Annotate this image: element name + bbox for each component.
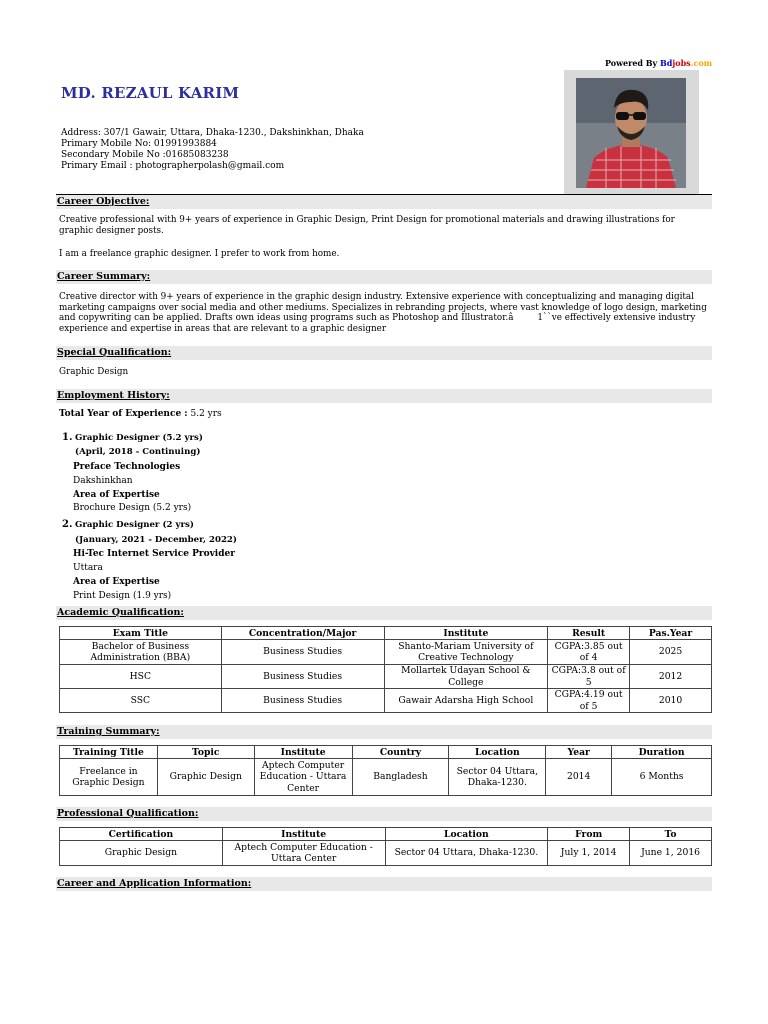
section-title: Career and Application Information: <box>57 878 252 889</box>
special-qualification-text: Graphic Design <box>59 367 129 377</box>
table-cell: 2014 <box>546 759 612 796</box>
table-cell: HSC <box>60 665 222 689</box>
section-employment-history <box>56 389 712 403</box>
job-title: Graphic Designer (5.2 yrs) <box>75 433 203 443</box>
training-table <box>59 745 712 796</box>
job-period: (January, 2021 - December, 2022) <box>75 535 237 545</box>
table-cell: Freelance in Graphic Design <box>60 759 158 796</box>
brand-bd: Bd <box>660 58 673 68</box>
job-period: (April, 2018 - Continuing) <box>75 447 201 457</box>
job-company: Preface Technologies <box>73 462 181 472</box>
table-cell: CGPA:3.85 out of 4 <box>548 640 630 665</box>
brand-com: .com <box>690 58 713 68</box>
column-header: Location <box>385 828 548 841</box>
section-title: Academic Qualification: <box>57 607 184 618</box>
table-header-row <box>60 627 712 640</box>
job-location: Uttara <box>73 563 103 573</box>
section-title: Professional Qualification: <box>57 808 199 819</box>
section-professional-qualification <box>56 807 712 821</box>
table-cell: 2025 <box>630 640 712 665</box>
table-cell: Shanto-Mariam University of Creative Technology <box>384 640 548 665</box>
table-cell: Bangladesh <box>352 759 449 796</box>
job-expertise: Print Design (1.9 yrs) <box>73 591 172 601</box>
table-cell: 6 Months <box>612 759 712 796</box>
job-title: Graphic Designer (2 yrs) <box>75 520 194 530</box>
table-cell: CGPA:3.8 out of 5 <box>548 665 630 689</box>
column-header: Result <box>548 627 630 640</box>
primary-mobile: Primary Mobile No: 01991993884 <box>61 139 217 149</box>
section-title: Career Summary: <box>57 271 151 282</box>
column-header: Certification <box>60 828 223 841</box>
column-header: From <box>548 828 630 841</box>
photo-frame <box>564 70 699 194</box>
table-cell: Graphic Design <box>60 841 223 866</box>
table-cell: July 1, 2014 <box>548 841 630 866</box>
secondary-mobile: Secondary Mobile No :01685083238 <box>61 150 229 160</box>
job-location: Dakshinkhan <box>73 476 133 486</box>
table-cell: Sector 04 Uttara, Dhaka-1230. <box>449 759 546 796</box>
section-academic-qualification <box>56 606 712 620</box>
brand-jobs: jobs <box>672 58 691 68</box>
column-header: Training Title <box>60 746 158 759</box>
table-cell: Bachelor of Business Administration (BBA) <box>60 640 222 665</box>
section-career-objective <box>56 195 712 209</box>
column-header: Location <box>449 746 546 759</box>
table-row <box>60 841 712 866</box>
academic-table <box>59 626 712 713</box>
column-header: Institute <box>384 627 548 640</box>
job-expertise: Brochure Design (5.2 yrs) <box>73 503 192 513</box>
total-experience-label: Total Year of Experience : <box>59 409 188 419</box>
address: Address: 307/1 Gawair, Uttara, Dhaka-1230., Dakshinkhan, Dhaka <box>61 128 364 138</box>
table-cell: Business Studies <box>221 665 384 689</box>
table-cell: 2010 <box>630 689 712 713</box>
job-expertise-label: Area of Expertise <box>73 490 160 500</box>
career-objective-text-1: Creative professional with 9+ years of experience in Graphic Design, Print Design for promotional materials and drawing illustrations for graphic designer posts. <box>59 215 675 236</box>
column-header: To <box>630 828 712 841</box>
total-experience-value: 5.2 yrs <box>187 409 222 419</box>
table-cell: Business Studies <box>221 640 384 665</box>
section-title: Special Qualification: <box>57 347 172 358</box>
career-objective-text-2: I am a freelance graphic designer. I prefer to work from home. <box>59 249 340 259</box>
profile-photo <box>576 78 686 188</box>
table-cell: Aptech Computer Education - Uttara Center <box>222 841 385 866</box>
section-title: Employment History: <box>57 390 170 401</box>
table-cell: June 1, 2016 <box>630 841 712 866</box>
section-title: Training Summary: <box>57 726 160 737</box>
professional-table <box>59 827 712 866</box>
table-cell: Mollartek Udayan School & College <box>384 665 548 689</box>
section-special-qualification <box>56 346 712 360</box>
powered-by-prefix: Powered By <box>605 58 660 68</box>
table-header-row <box>60 746 712 759</box>
column-header: Year <box>546 746 612 759</box>
section-title: Career Objective: <box>57 196 150 207</box>
job-company: Hi-Tec Internet Service Provider <box>73 549 235 559</box>
job-expertise-label: Area of Expertise <box>73 577 160 587</box>
table-cell: Gawair Adarsha High School <box>384 689 548 713</box>
table-row <box>60 665 712 689</box>
column-header: Country <box>352 746 449 759</box>
table-cell: Graphic Design <box>157 759 254 796</box>
column-header: Institute <box>254 746 352 759</box>
table-cell: Business Studies <box>221 689 384 713</box>
table-cell: Sector 04 Uttara, Dhaka-1230. <box>385 841 548 866</box>
table-row <box>60 689 712 713</box>
contact-block <box>61 128 364 172</box>
column-header: Concentration/Major <box>221 627 384 640</box>
table-cell: SSC <box>60 689 222 713</box>
career-summary-text: Creative director with 9+ years of experience in the graphic design industry. Extensive experience with conceptualizing and managing digital marketing campaigns over social media and other mediums. Specializes in rebranding projects, where vast knowledge of logo design, marketing and copywriting can be applied. Drafts own ideas using programs such as Photoshop and Illustrator.â 1``ve effectively extensive industry experience and expertise in areas that are relevant to a graphic designer <box>59 292 707 334</box>
column-header: Topic <box>157 746 254 759</box>
table-cell: CGPA:4.19 out of 5 <box>548 689 630 713</box>
total-experience <box>59 409 222 419</box>
column-header: Exam Title <box>60 627 222 640</box>
table-row <box>60 759 712 796</box>
section-career-summary <box>56 270 712 284</box>
table-header-row <box>60 828 712 841</box>
column-header: Institute <box>222 828 385 841</box>
column-header: Pas.Year <box>630 627 712 640</box>
section-career-application-information <box>56 877 712 891</box>
powered-by <box>605 58 712 68</box>
table-cell: Aptech Computer Education - Uttara Center <box>254 759 352 796</box>
section-training-summary <box>56 725 712 739</box>
table-row <box>60 640 712 665</box>
primary-email: Primary Email : photographerpolash@gmail.com <box>61 161 285 171</box>
column-header: Duration <box>612 746 712 759</box>
table-cell: 2012 <box>630 665 712 689</box>
job-number: 2. <box>62 519 73 530</box>
job-number: 1. <box>62 432 73 443</box>
candidate-name: MD. REZAUL KARIM <box>61 84 240 102</box>
